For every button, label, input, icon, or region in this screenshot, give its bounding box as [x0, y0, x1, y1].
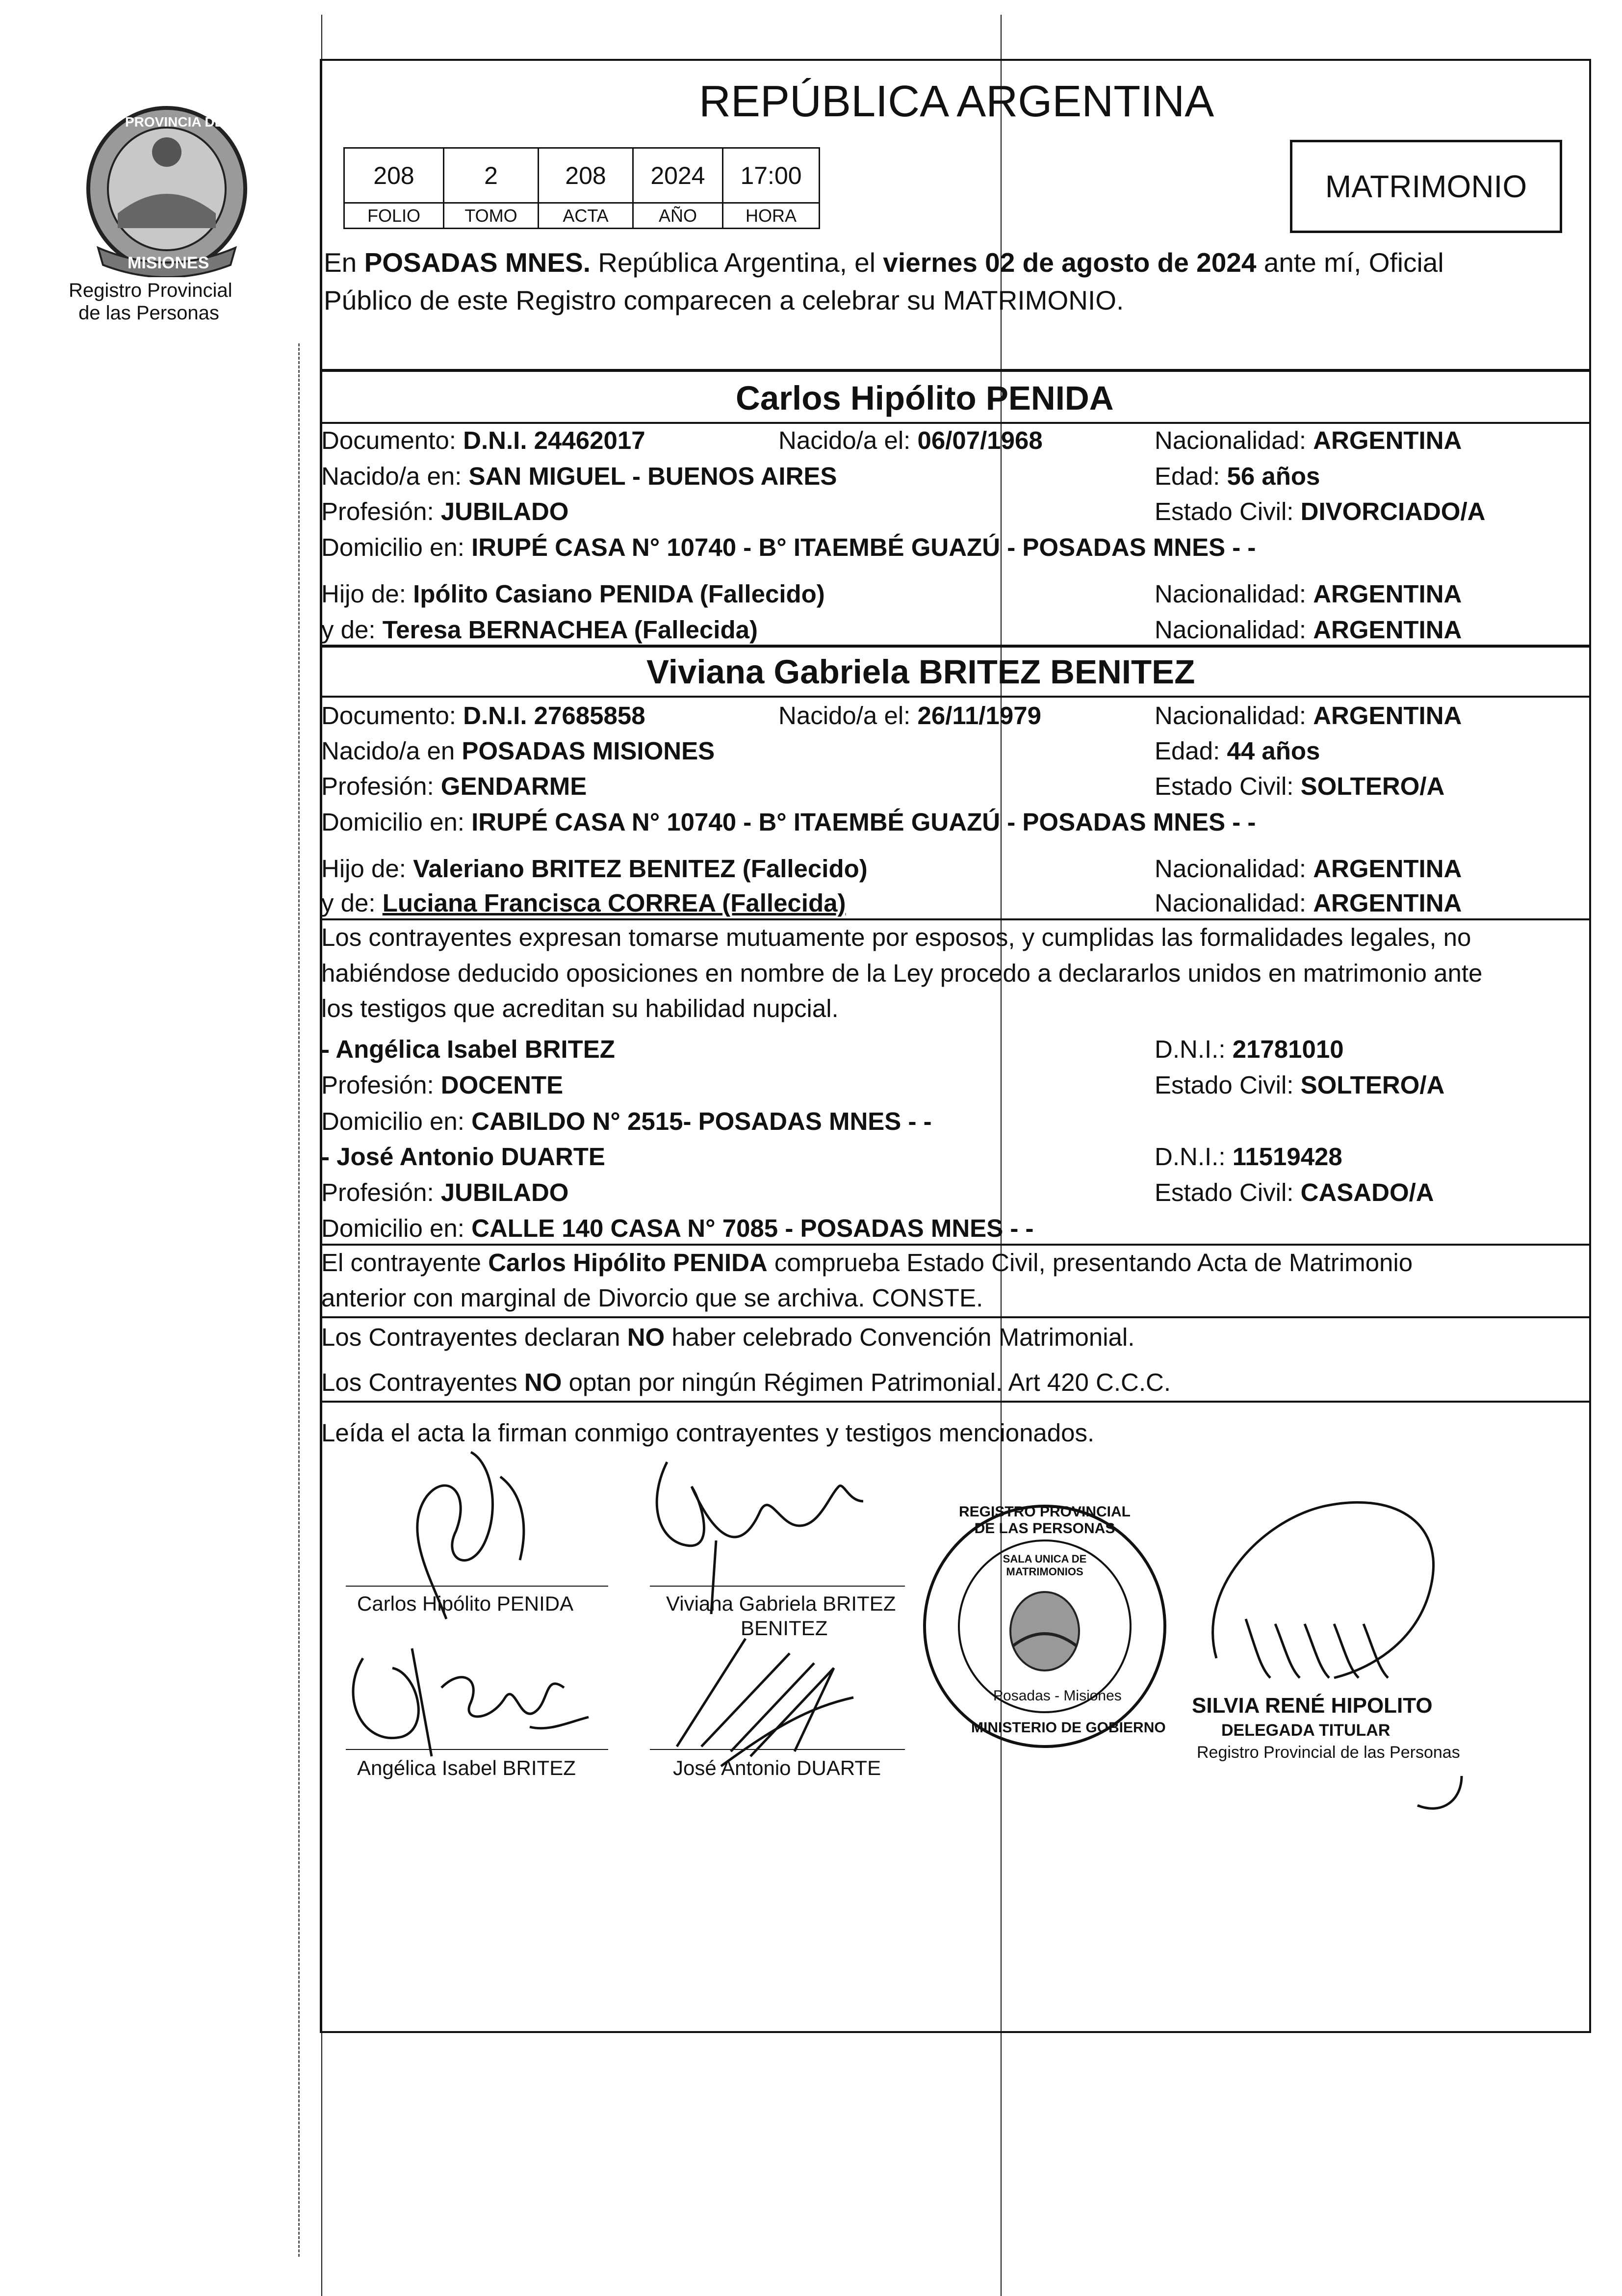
- divider-spouse1-name: [320, 422, 1591, 424]
- frame-right: [1589, 59, 1591, 2031]
- handwritten-signature-4-icon: [647, 1619, 902, 1776]
- spouse2-mother-nationality: Nacionalidad: ARGENTINA: [1155, 889, 1462, 917]
- logo-arc-text: PROVINCIA DE: [125, 114, 224, 130]
- spouse1-nationality: Nacionalidad: ARGENTINA: [1155, 426, 1462, 454]
- spouse2-birthplace: Nacido/a en POSADAS MISIONES: [321, 737, 715, 765]
- seal-inner-text: SALA UNICA DE MATRIMONIOS: [1003, 1553, 1087, 1578]
- divider-closing: [320, 1401, 1591, 1403]
- seal-city-text: Posadas - Misiones: [993, 1688, 1122, 1704]
- spouse2-address: Domicilio en: IRUPÉ CASA N° 10740 - B° ITAEMBÉ GUAZÚ - POSADAS MNES - -: [321, 808, 1256, 836]
- witness1-profession: Profesión: DOCENTE: [321, 1071, 564, 1099]
- spouse1-age: Edad: 56 años: [1155, 462, 1320, 490]
- tomo-label: TOMO: [443, 202, 539, 229]
- divider-declaration: [320, 918, 1591, 920]
- acta-label: ACTA: [538, 202, 634, 229]
- intro-line2: Público de este Registro comparecen a celebrar su MATRIMONIO.: [324, 285, 1124, 315]
- divorce-note-line2: anterior con marginal de Divorcio que se archiva. CONSTE.: [321, 1284, 983, 1312]
- spouse1-father: Hijo de: Ipólito Casiano PENIDA (Fallecido): [321, 580, 825, 608]
- frame-bottom: [320, 2031, 1591, 2033]
- document-type-box: MATRIMONIO: [1290, 140, 1562, 233]
- spouse1-profession: Profesión: JUBILADO: [321, 497, 569, 525]
- witness2-profession: Profesión: JUBILADO: [321, 1178, 569, 1206]
- document-title: REPÚBLICA ARGENTINA: [699, 77, 1214, 126]
- spouse2-born: Nacido/a el: 26/11/1979: [778, 702, 1041, 730]
- intro-place: POSADAS MNES.: [364, 247, 591, 278]
- spouse2-age: Edad: 44 años: [1155, 737, 1320, 765]
- logo-band-text: MISIONES: [128, 254, 209, 272]
- witness2-address: Domicilio en: CALLE 140 CASA N° 7085 - POSADAS MNES - -: [321, 1214, 1034, 1242]
- signature-name-3: Angélica Isabel BRITEZ: [357, 1756, 576, 1779]
- signature-name-2a: Viviana Gabriela BRITEZ: [666, 1592, 896, 1615]
- spouse1-doc: Documento: D.N.I. 24462017: [321, 426, 645, 454]
- spouse2-father: Hijo de: Valeriano BRITEZ BENITEZ (Fallecido): [321, 855, 868, 883]
- spouse2-profession: Profesión: GENDARME: [321, 772, 587, 800]
- spouse1-father-nationality: Nacionalidad: ARGENTINA: [1155, 580, 1462, 608]
- witness1-name: - Angélica Isabel BRITEZ: [321, 1035, 615, 1063]
- fold-line: [1001, 15, 1002, 2296]
- intro-date: viernes 02 de agosto de 2024: [883, 247, 1257, 278]
- handwritten-signature-1-icon: [373, 1433, 608, 1639]
- divider-spouse2-name: [320, 696, 1591, 698]
- declaration-line2: habiéndose deducido oposiciones en nombre de la Ley procedo a declararlos unidos en matrimonio ante: [321, 959, 1483, 987]
- hora-value: 17:00: [722, 147, 820, 204]
- spouse2-mother: y de: Luciana Francisca CORREA (Fallecida): [321, 889, 846, 917]
- witness2-civil-status: Estado Civil: CASADO/A: [1155, 1178, 1434, 1206]
- witness1-dni: D.N.I.: 21781010: [1155, 1035, 1344, 1063]
- anio-value: 2024: [632, 147, 723, 204]
- signature-name-2b: BENITEZ: [741, 1617, 828, 1640]
- official-seal: [917, 1499, 1172, 1754]
- divider-convention: [320, 1316, 1591, 1318]
- closing-text: Leída el acta la firman conmigo contrayentes y testigos mencionados.: [321, 1419, 1095, 1447]
- witness1-address: Domicilio en: CABILDO N° 2515- POSADAS MNES - -: [321, 1107, 932, 1135]
- anio-label: AÑO: [632, 202, 723, 229]
- spouse1-birthplace: Nacido/a en: SAN MIGUEL - BUENOS AIRES: [321, 462, 837, 490]
- seal-outer-text: REGISTRO PROVINCIAL DE LAS PERSONAS: [958, 1504, 1131, 1537]
- divorce-note-line1: El contrayente Carlos Hipólito PENIDA comprueba Estado Civil, presentando Acta de Matrimonio: [321, 1249, 1413, 1277]
- officer-role: DELEGADA TITULAR: [1221, 1721, 1390, 1740]
- spouse1-civil-status: Estado Civil: DIVORCIADO/A: [1155, 497, 1486, 525]
- seal-bottom-text: MINISTERIO DE GOBIERNO: [971, 1720, 1166, 1736]
- acta-value: 208: [538, 147, 634, 204]
- spouse2-name: Viviana Gabriela BRITEZ BENITEZ: [646, 653, 1195, 691]
- logo-caption-line2: de las Personas: [78, 302, 219, 324]
- handwritten-signature-2-icon: [638, 1442, 912, 1629]
- spouse1-name: Carlos Hipólito PENIDA: [736, 379, 1114, 417]
- province-logo: [78, 101, 255, 277]
- margin-marks: [298, 343, 303, 2257]
- spouse1-mother: y de: Teresa BERNACHEA (Fallecida): [321, 616, 758, 644]
- officer-office: Registro Provincial de las Personas: [1197, 1743, 1460, 1762]
- spouse1-mother-nationality: Nacionalidad: ARGENTINA: [1155, 616, 1462, 644]
- logo-caption-line1: Registro Provincial: [69, 280, 232, 301]
- spouse1-born: Nacido/a el: 06/07/1968: [778, 426, 1043, 454]
- convention-line1: Los Contrayentes declaran NO haber celebrado Convención Matrimonial.: [321, 1323, 1135, 1351]
- spouse2-nationality: Nacionalidad: ARGENTINA: [1155, 702, 1462, 730]
- folio-label: FOLIO: [343, 202, 444, 229]
- signature-name-4: José Antonio DUARTE: [673, 1756, 881, 1779]
- witness1-civil-status: Estado Civil: SOLTERO/A: [1155, 1071, 1445, 1099]
- spouse1-address: Domicilio en: IRUPÉ CASA N° 10740 - B° ITAEMBÉ GUAZÚ - POSADAS MNES - -: [321, 533, 1256, 561]
- tomo-value: 2: [443, 147, 539, 204]
- intro-line1: En POSADAS MNES. República Argentina, el viernes 02 de agosto de 2024 ante mí, Oficial: [324, 247, 1444, 278]
- spouse2-doc: Documento: D.N.I. 27685858: [321, 702, 645, 730]
- frame-top: [320, 59, 1591, 61]
- seal-icon: [917, 1499, 1172, 1754]
- witness2-dni: D.N.I.: 11519428: [1155, 1143, 1342, 1171]
- declaration-line1: Los contrayentes expresan tomarse mutuamente por esposos, y cumplidas las formalidades legales, no: [321, 923, 1471, 951]
- convention-line2: Los Contrayentes NO optan por ningún Régimen Patrimonial. Art 420 C.C.C.: [321, 1368, 1171, 1396]
- declaration-line3: los testigos que acreditan su habilidad nupcial.: [321, 994, 839, 1022]
- divider-divorce-note: [320, 1244, 1591, 1246]
- spouse2-civil-status: Estado Civil: SOLTERO/A: [1155, 772, 1445, 800]
- spouse2-father-nationality: Nacionalidad: ARGENTINA: [1155, 855, 1462, 883]
- signature-name-1: Carlos Hipólito PENIDA: [357, 1592, 574, 1615]
- witness2-name: - José Antonio DUARTE: [321, 1143, 605, 1171]
- divider-spouse1: [320, 369, 1591, 372]
- hora-label: HORA: [722, 202, 820, 229]
- officer-signature-icon: [1187, 1462, 1481, 1854]
- handwritten-signature-3-icon: [334, 1629, 608, 1776]
- folio-value: 208: [343, 147, 444, 204]
- officer-name: SILVIA RENÉ HIPOLITO: [1192, 1694, 1433, 1718]
- divider-spouse2: [320, 645, 1591, 648]
